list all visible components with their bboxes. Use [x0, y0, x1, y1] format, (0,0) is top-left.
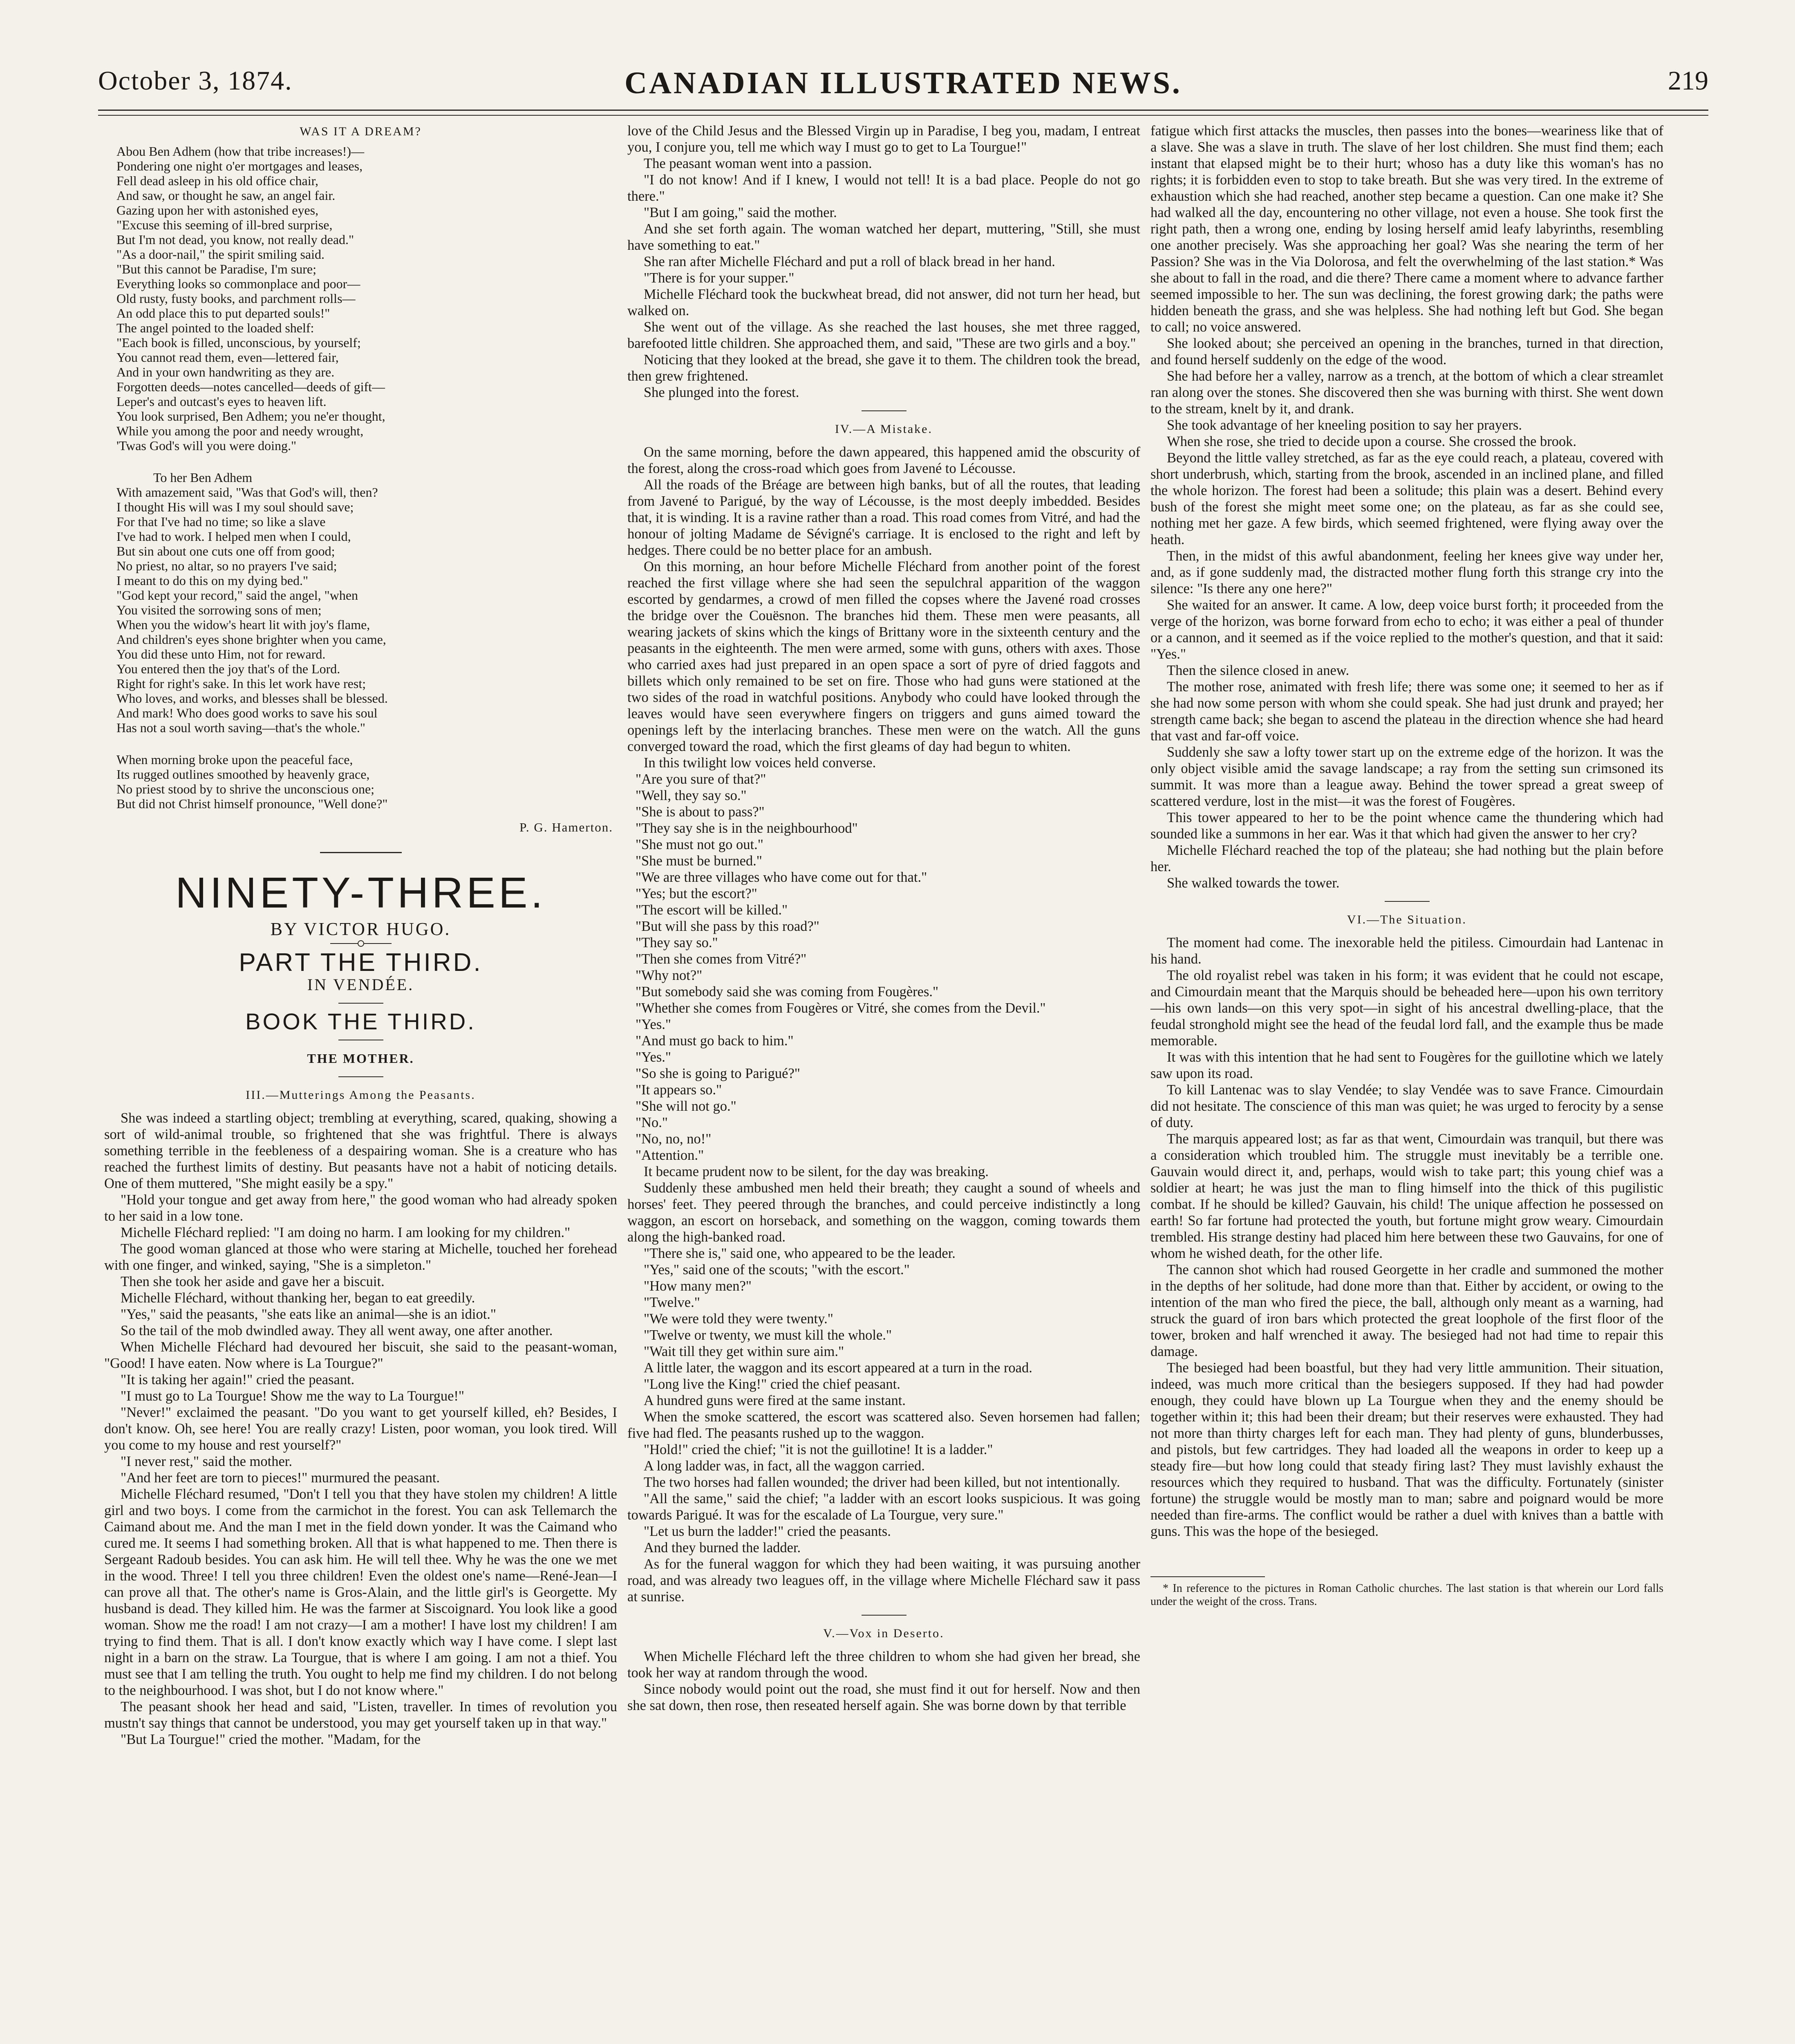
poem-stanza-1	[104, 144, 617, 453]
chapter-3-continued	[627, 123, 1140, 401]
poem-line: You look surprised, Ben Adhem; you ne'er thought,	[116, 409, 385, 424]
paragraph: When Michelle Fléchard had devoured her biscuit, she said to the peasant-woman, "Good! I have eaten. Now where is La Tourgue?"	[104, 1339, 617, 1371]
poem-line: An odd place this to put departed souls!"	[116, 306, 330, 320]
dialogue-line: "Well, they say so."	[636, 788, 747, 803]
paragraph: Since nobody would point out the road, she must find it out for herself. Now and then she sat down, then rose, then reseated herself again. She was borne down by that terrible	[627, 1681, 1140, 1713]
poem-line: No priest stood by to shrive the unconscious one;	[116, 782, 375, 796]
poem-line: 'Twas God's will you were doing."	[116, 438, 297, 453]
chapter-heading: IV.—A Mistake.	[835, 422, 933, 436]
paragraph: The cannon shot which had roused Georgette in her cradle and summoned the mother in the depths of her solitude, had done more than that. Either by accident, or owing to the intention of the man who fired the piece, the ball, although only meant as a warning, had struck the guard of iron bars which protected the great loophole of the first floor of the tower, broken and half wrenched it away. The besieged had not had time to repair this damage.	[1150, 1262, 1663, 1359]
chapter-heading: V.—Vox in Deserto.	[823, 1627, 945, 1640]
poem-line: Everything looks so commonplace and poor—	[116, 276, 360, 291]
paragraph: Michelle Fléchard took the buckwheat bread, did not answer, did not turn her head, but walked on.	[627, 287, 1140, 318]
poem-stanza-2	[104, 470, 617, 735]
poem-line: And children's eyes shone brighter when you came,	[116, 632, 386, 647]
poem-line: Gazing upon her with astonished eyes,	[116, 203, 319, 217]
dialogue-line: "The escort will be killed."	[636, 902, 788, 918]
dialogue-line: "Yes."	[636, 1049, 671, 1065]
dialogue-line: "Yes."	[636, 1017, 671, 1032]
masthead-rule	[98, 110, 1708, 116]
poem-line: When morning broke upon the peaceful face,	[116, 752, 353, 767]
paragraph: Michelle Fléchard, without thanking her, began to eat greedily.	[121, 1290, 475, 1306]
paragraph: "And her feet are torn to pieces!" murmured the peasant.	[121, 1470, 440, 1486]
poem-line: I thought His will was I my soul should save;	[116, 500, 354, 514]
paragraph: A hundred guns were fired at the same instant.	[644, 1393, 906, 1408]
poem-line: Abou Ben Adhem (how that tribe increases!)—	[116, 144, 365, 159]
paragraph: "Twelve."	[644, 1295, 700, 1310]
chapter-heading: III.—Mutterings Among the Peasants.	[246, 1088, 476, 1102]
paragraph: "Long live the King!" cried the chief peasant.	[644, 1376, 900, 1392]
paragraph: "We were told they were twenty."	[644, 1311, 833, 1327]
dialogue-line: "So she is going to Parigué?"	[636, 1066, 800, 1081]
poem-line: "As a door-nail," the spirit smiling said.	[116, 247, 325, 262]
divider	[862, 1615, 906, 1616]
paragraph: "I must go to La Tourgue! Show me the way to La Tourgue!"	[121, 1388, 464, 1404]
paragraph: It was with this intention that he had sent to Fougères for the guillotine which we lately saw upon its road.	[1150, 1049, 1663, 1081]
poem-line: To her Ben Adhem	[153, 470, 253, 485]
poem-line: Leper's and outcast's eyes to heaven lift.	[116, 394, 327, 409]
newspaper-title: CANADIAN ILLUSTRATED NEWS.	[624, 66, 1182, 100]
dialogue-line: "Then she comes from Vitré?"	[636, 951, 807, 967]
dialogue-line: "They say so."	[636, 935, 718, 950]
paragraph: "Let us burn the ladder!" cried the peasants.	[644, 1524, 891, 1539]
poem-line: "God kept your record," said the angel, "when	[116, 588, 358, 603]
paragraph: She went out of the village. As she reached the last houses, she met three ragged, barefooted little children. She approached them, and said, "These are two girls and a boy."	[627, 319, 1140, 351]
paragraph: The besieged had been boastful, but they had very little ammunition. Their situation, indeed, was much more critical than the besiegers supposed. If they had had powder enough, they could have blown up La Tourgue when they and the enemy should be together within it; this had been their dream; but their reserves were exhausted. They had not more than thirty charges left for each man. They had plenty of guns, blunderbusses, and pistols, but few cartridges. They had loaded all the weapons in order to keep up a steady fire—but how long could that steady firing last? They must lavishly exhaust the resources which they required to husband. That was the difficulty. Fortunately (sinister fortune) the struggle would be mostly man to man; sabre and poignard would be more needed than fire-arms. The conflict would be rather a duel with knives than a battle with guns. This was the hope of the besieged.	[1150, 1360, 1663, 1539]
paragraph: "Wait till they get within sure aim."	[644, 1344, 844, 1359]
dialogue-line: "We are three villages who have come out for that."	[636, 870, 927, 885]
dialogue-line: "Why not?"	[636, 968, 703, 983]
dialogue-line: "She must be burned."	[636, 853, 762, 869]
poem-line: The angel pointed to the loaded shelf:	[116, 320, 314, 335]
poem-line: No priest, no altar, so no prayers I've said;	[116, 558, 337, 573]
poem-line: Its rugged outlines smoothed by heavenly grace,	[116, 767, 370, 782]
book-heading: BOOK THE THIRD.	[245, 1009, 476, 1034]
dialogue-line: "But will she pass by this road?"	[636, 919, 819, 934]
poem-stanza-3	[104, 752, 617, 811]
part-heading: PART THE THIRD.	[239, 948, 483, 977]
paragraph: She waited for an answer. It came. A low, deep voice burst forth; it proceeded from the verge of the horizon, was borne forward from echo to echo; it was either a peal of thunder or a cannon, and it seemed as if the voice replied to the mother's question, and that it said: "Yes."	[1150, 597, 1663, 662]
paragraph: All the roads of the Bréage are between high banks, but of all the routes, that leading from Javené to Parigué, by the way of Lécousse, is the most deeply imbedded. Besides that, it is winding. It is a ravine rather than a road. This road comes from Vitré, and had the honour of jolting Madame de Sévigné's carriage. It is enclosed to the right and left by hedges. There could be no better place for an ambush.	[627, 477, 1140, 558]
book-subheading: THE MOTHER.	[307, 1051, 414, 1066]
section-divider	[320, 852, 402, 853]
paragraph: "Yes," said one of the scouts; "with the escort."	[644, 1262, 910, 1278]
paragraph: A long ladder was, in fact, all the waggon carried.	[644, 1458, 925, 1474]
paragraph: Then the silence closed in anew.	[1167, 663, 1350, 678]
poem-line: But sin about one cuts one off from good;	[116, 544, 335, 558]
footnote: * In reference to the pictures in Roman Catholic churches. The last station is that wherein our Lord falls under the weight of the cross. Trans.	[1150, 1582, 1663, 1608]
paragraph: "All the same," said the chief; "a ladder with an escort looks suspicious. It was going towards Parigué. It was for the escalade of La Tourgue, very sure."	[627, 1491, 1140, 1523]
dialogue-line: "Yes; but the escort?"	[636, 886, 757, 901]
dialogue-line: "They say she is in the neighbourhood"	[636, 820, 858, 836]
paragraph: "Never!" exclaimed the peasant. "Do you want to get yourself killed, eh? Besides, I don't know. Oh, see here! You are really crazy! Listen, poor woman, you look tired. Will you come to my house and rest yourself?"	[104, 1405, 617, 1453]
poem-line: "Excuse this seeming of ill-bred surprise,	[116, 217, 333, 232]
paragraph: A little later, the waggon and its escort appeared at a turn in the road.	[644, 1360, 1032, 1376]
poem-line: "Each book is filled, unconscious, by yourself;	[116, 335, 361, 350]
dialogue-line: "No, no, no!"	[636, 1131, 712, 1147]
paragraph: When Michelle Fléchard left the three children to whom she had given her bread, she took her way at random through the wood.	[627, 1649, 1140, 1681]
paragraph: "But La Tourgue!" cried the mother. "Madam, for the	[121, 1732, 421, 1747]
poem-line: While you among the poor and needy wrought,	[116, 424, 364, 438]
paragraph: As for the funeral waggon for which they had been waiting, it was pursuing another road, and was already two leagues off, in the village where Michelle Fléchard saw it pass at sunrise.	[627, 1556, 1140, 1605]
paragraph: The two horses had fallen wounded; the driver had been killed, but not intentionally.	[644, 1475, 1120, 1490]
paragraph: "There is for your supper."	[644, 270, 795, 286]
poem-line: I meant to do this on my dying bed."	[116, 573, 309, 588]
footnote-rule	[1150, 1576, 1265, 1577]
paragraph: "Twelve or twenty, we must kill the whole."	[644, 1327, 892, 1343]
paragraph: It became prudent now to be silent, for the day was breaking.	[644, 1164, 989, 1179]
dialogue-line: "Attention."	[636, 1148, 704, 1163]
paragraph: She was indeed a startling object; trembling at everything, scared, quaking, showing a sort of wild-animal trouble, so frightened that she was frightful. There is always something terrible in the feebleness of a despairing woman. She is a creature who has reached the furthest limits of destiny. But peasants have not a habit of noticing details. One of them muttered, "She might easily be a spy."	[104, 1110, 617, 1191]
paragraph: "Hold your tongue and get away from here," the good woman who had already spoken to her said in a low tone.	[104, 1192, 617, 1224]
paragraph: On this morning, an hour before Michelle Fléchard from another point of the forest reached the first village where she had seen the sepulchral apparition of the waggon escorted by gendarmes, a crowd of men filled the copses where the Javené road crosses the bridge over the Couësnon. The branches hid them. These men were peasants, all wearing jackets of skins which the kings of Brittany wore in the sixteenth century and the peasants in the eighteenth. The men were armed, some with guns, others with axes. Those who carried axes had just prepared in an open space a sort of pyre of dried faggots and billets which only remained to be set on fire. Those who had guns were stationed at the two sides of the road in watchful positions. Anybody who could have looked through the leaves would have seen everywhere fingers on triggers and guns aimed toward the openings left by the interlacing branches. These men were on the watch. All the guns converged toward the road, which the first gleams of day had begun to whiten.	[627, 559, 1140, 754]
paragraph: She walked towards the tower.	[1167, 875, 1340, 891]
dialogue-line: "Are you sure of that?"	[636, 771, 766, 787]
poem-line: Pondering one night o'er mortgages and leases,	[116, 159, 363, 173]
paragraph: "I never rest," said the mother.	[121, 1454, 292, 1469]
divider	[338, 1003, 383, 1004]
paragraph: The old royalist rebel was taken in his form; it was evident that he could not escape, and Cimourdain meant that the Marquis should be beheaded here—upon his own territory—his own lands—on this very spot—in sight of his ancestral dwelling-place, that the feudal stronghold might see the head of the feudal lord fall, and the example thus be made memorable.	[1150, 968, 1663, 1049]
masthead	[98, 65, 1708, 110]
dialogue-line: "But somebody said she was coming from Fougères."	[636, 984, 939, 1000]
paragraph: She had before her a valley, narrow as a trench, at the bottom of which a clear streamlet ran along over the stones. She discovered then she was burning with thirst. She went down to the stream, knelt by it, and drank.	[1150, 368, 1663, 417]
paragraph: "Hold!" cried the chief; "it is not the guillotine! It is a ladder."	[644, 1442, 993, 1457]
divider	[338, 1076, 383, 1077]
serial-author: BY VICTOR HUGO.	[270, 919, 451, 939]
paragraph: She took advantage of her kneeling position to say her prayers.	[1167, 417, 1522, 433]
poem-line: For that I've had no time; so like a slave	[116, 514, 326, 529]
paragraph: This tower appeared to her to be the point whence came the thundering which had sounded like a summons in her ear. Was it that which had given the answer to her cry?	[1150, 810, 1663, 842]
paragraph: Suddenly these ambushed men held their breath; they caught a sound of wheels and horses' feet. They peered through the branches, and could perceive indistinctly a long waggon, an escort on horseback, and something on the waggon, coming towards them along the high-banked road.	[627, 1180, 1140, 1245]
paragraph: The good woman glanced at those who were staring at Michelle, touched her forehead with one finger, and winked, saying, "She is a simpleton."	[104, 1241, 617, 1273]
paragraph: The marquis appeared lost; as far as that went, Cimourdain was tranquil, but there was a consideration which troubled him. The struggle must inevitably be a terrible one. Gauvain would direct it, and, perhaps, would wish to take part; this young chief was a soldier at heart; he was just the man to fling himself into the thick of this pugilistic combat. If he should be killed? Gauvain, his child! The unique affection he possessed on earth! So far fortune had protected the youth, but fortune might grow weary. Cimourdain trembled. His strange destiny had placed him here between these two Gauvains, for one of whom he wished death, for the other life.	[1150, 1131, 1663, 1261]
paragraph: fatigue which first attacks the muscles, then passes into the bones—weariness like that of a slave. She was a slave in truth. The slave of her lost children. She must find them; each instant that elapsed might be to their hurt; whoso has a duty like this woman's has no rights; it is forbidden even to stop to take breath. But she was very tired. In the extreme of exhaustion which she had reached, another step became a question. Can one make it? She had walked all the day, encountering no other village, not even a house. She took first the right path, then a wrong one, ending by losing herself amid leafy labyrinths, resembling one another precisely. Was she approaching her goal? Was she nearing the term of her Passion? She was in the Via Dolorosa, and felt the overwhelming of the last station.* Was she about to fall in the road, and die there? There came a moment where to advance farther seemed impossible to her. The sun was declining, the forest growing dark; the paths were hidden beneath the grass, and she was helpless. She had nothing left but God. She began to call; no voice answered.	[1150, 123, 1663, 335]
poem-line: And mark! Who does good works to save his soul	[116, 706, 378, 720]
divider	[1385, 901, 1430, 902]
paragraph: In this twilight low voices held converse.	[644, 755, 876, 771]
paragraph: Michelle Fléchard resumed, "Don't I tell you that they have stolen my children! A little girl and two boys. I come from the carmichot in the forest. You can ask Tellemarch the Caimand about me. And the man I met in the field down yonder. It was the Caimand who cured me. It seems I had something broken. All that is what happened to me. Then there is Sergeant Radoub besides. You can ask him. He will tell thee. Why he was the one we met in the wood. Three! I tell you three children! Even the oldest one's name—René-Jean—I can prove all that. The other's name is Gros-Alain, and the little girl's is Georgette. My husband is dead. They killed him. He was the farmer at Siscoignard. You look like a good woman. Show me the road! I am not crazy—I am a mother! I have lost my children! I am trying to find them. That is all. I don't know exactly which way I have come. I slept last night in a barn on the straw. La Tourgue, that is where I am going. I am not a thief. You must see that I am telling the truth. You ought to help me find my children. I do not belong to the neighbourhood. I was shot, but I do not know where."	[104, 1486, 617, 1698]
paragraph: And she set forth again. The woman watched her depart, muttering, "Still, she must have something to eat."	[627, 221, 1140, 253]
paragraph: love of the Child Jesus and the Blessed Virgin up in Paradise, I beg you, madam, I entreat you, I conjure you, tell me which way I must go to get to La Tourgue!"	[627, 123, 1140, 155]
poem-line: You did these unto Him, not for reward.	[116, 647, 326, 661]
serial-title: NINETY-THREE.	[175, 869, 546, 917]
paragraph: Then she took her aside and gave her a biscuit.	[121, 1274, 385, 1289]
dialogue-line: "It appears so."	[636, 1082, 722, 1098]
issue-date: October 3, 1874.	[98, 66, 293, 96]
poem-line: Forgotten deeds—notes cancelled—deeds of gift—	[116, 379, 385, 394]
poem-line: "But this cannot be Paradise, I'm sure;	[116, 262, 316, 276]
poem-line: Fell dead asleep in his old office chair,	[116, 173, 318, 188]
chapter-4-body	[627, 444, 1140, 1605]
poem-line: But did not Christ himself pronounce, "Well done?"	[116, 796, 388, 811]
paragraph: She ran after Michelle Fléchard and put a roll of black bread in her hand.	[644, 254, 1055, 269]
paragraph: Then, in the midst of this awful abandonment, feeling her knees give way under her, and, as if gone suddenly mad, the distracted mother flung forth this strange cry into the silence: "Is there any one here?"	[1150, 548, 1663, 596]
paragraph: So the tail of the mob dwindled away. They all went away, one after another.	[121, 1323, 553, 1338]
column-1	[104, 123, 617, 1748]
paragraph: When the smoke scattered, the escort was scattered also. Seven horsemen had fallen; five had fled. The peasants rushed up to the waggon.	[627, 1409, 1140, 1441]
poem-line: And saw, or thought he saw, an angel fair.	[116, 188, 336, 203]
chapter-3-body	[104, 1110, 617, 1748]
paragraph: To kill Lantenac was to slay Vendée; to slay Vendée was to save France. Cimourdain did not hesitate. The conscience of this man was quiet; he was urged to ferocity by a sense of duty.	[1150, 1082, 1663, 1130]
chapter-5-body	[627, 1648, 1140, 1714]
paragraph: Michelle Fléchard reached the top of the plateau; she had nothing but the plain before her.	[1150, 843, 1663, 874]
dialogue-line: "She must not go out."	[636, 837, 763, 852]
paragraph: Beyond the little valley stretched, as far as the eye could reach, a plateau, covered with short underbrush, which, starting from the brook, ascended in an inclined plane, and filled the whole horizon. The forest had been a solitude; this plain was a desert. Behind every bush of the forest she might meet some one; on the plateau, as far as she could see, nothing met her gaze. A few birds, which seemed frightened, were flying away over the heath.	[1150, 450, 1663, 547]
dialogue-line: "No."	[636, 1115, 668, 1130]
poem-line: And in your own handwriting as they are.	[116, 365, 335, 379]
chapter-5-continued	[1150, 123, 1663, 891]
paragraph: The peasant woman went into a passion.	[644, 156, 872, 171]
page-number: 219	[1668, 66, 1708, 96]
paragraph: "But I am going," said the mother.	[644, 205, 837, 220]
paragraph: "There she is," said one, who appeared to be the leader.	[644, 1246, 956, 1261]
paragraph: The moment had come. The inexorable held the pitiless. Cimourdain had Lantenac in his hand.	[1150, 935, 1663, 967]
column-3	[1150, 123, 1663, 1608]
paragraph: The mother rose, animated with fresh life; there was some one; it seemed to her as if she had now some person with whom she could speak. She had just drunk and prayed; her strength came back; she began to ascend the plateau in the direction whence she had heard that vast and far-off voice.	[1150, 679, 1663, 744]
paragraph: The peasant shook her head and said, "Listen, traveller. In times of revolution you mustn't say things that cannot be understood, you may get yourself taken up in that way."	[104, 1699, 617, 1731]
chapter-heading: VI.—The Situation.	[1347, 913, 1467, 926]
paragraph: "How many men?"	[644, 1278, 752, 1294]
part-subheading: IN VENDÉE.	[307, 975, 414, 994]
paragraph: She plunged into the forest.	[644, 385, 799, 400]
poem-line: You cannot read them, even—lettered fair,	[116, 350, 339, 365]
poem-title: WAS IT A DREAM?	[300, 125, 422, 138]
poem-line: But I'm not dead, you know, not really dead."	[116, 232, 354, 247]
poem-signature: P. G. Hamerton.	[519, 820, 613, 834]
poem-line: Right for right's sake. In this let work have rest;	[116, 676, 366, 691]
paragraph: Noticing that they looked at the bread, she gave it to them. The children took the bread, then grew frightened.	[627, 352, 1140, 384]
poem-line: You visited the sorrowing sons of men;	[116, 603, 322, 617]
paragraph: "Yes," said the peasants, "she eats like an animal—she is an idiot."	[121, 1307, 497, 1322]
paragraph: "It is taking her again!" cried the peasant.	[121, 1372, 355, 1387]
paragraph: Suddenly she saw a lofty tower start up on the extreme edge of the horizon. It was the only object visible amid the savage landscape; a ray from the setting sun crimsoned its summit. It was more than a league away. Behind the tower spread a great sweep of scattered verdure, lost in the mist—it was the forest of Fougères.	[1150, 744, 1663, 809]
poem-line: You entered then the joy that's of the Lord.	[116, 661, 340, 676]
divider	[862, 410, 906, 411]
ornament-divider	[330, 943, 392, 944]
paragraph: She looked about; she perceived an opening in the branches, turned in that direction, and found herself suddenly on the edge of the wood.	[1150, 336, 1663, 368]
column-2	[627, 123, 1140, 1714]
paragraph: And they burned the ladder.	[644, 1540, 801, 1555]
paragraph: When she rose, she tried to decide upon a course. She crossed the brook.	[1167, 434, 1577, 449]
poem-line: I've had to work. I helped men when I could,	[116, 529, 351, 544]
poem-line: With amazement said, "Was that God's will, then?	[116, 485, 378, 500]
paragraph: Michelle Fléchard replied: "I am doing no harm. I am looking for my children."	[121, 1225, 571, 1240]
paragraph: On the same morning, before the dawn appeared, this happened amid the obscurity of the forest, along the cross-road which goes from Javené to Lécousse.	[627, 444, 1140, 476]
poem-line: Old rusty, fusty books, and parchment rolls—	[116, 291, 356, 306]
poem-line: Has not a soul worth saving—that's the whole."	[116, 720, 365, 735]
dialogue-line: "And must go back to him."	[636, 1033, 794, 1049]
paragraph: "I do not know! And if I knew, I would not tell! It is a bad place. People do not go there."	[627, 172, 1140, 204]
dialogue-line: "Whether she comes from Fougères or Vitré, she comes from the Devil."	[636, 1000, 1046, 1016]
chapter-6-body	[1150, 935, 1663, 1540]
poem-line: When you the widow's heart lit with joy's flame,	[116, 617, 370, 632]
poem-line: Who loves, and works, and blesses shall be blessed.	[116, 691, 388, 706]
dialogue-line: "She is about to pass?"	[636, 804, 765, 820]
dialogue-line: "She will not go."	[636, 1098, 736, 1114]
